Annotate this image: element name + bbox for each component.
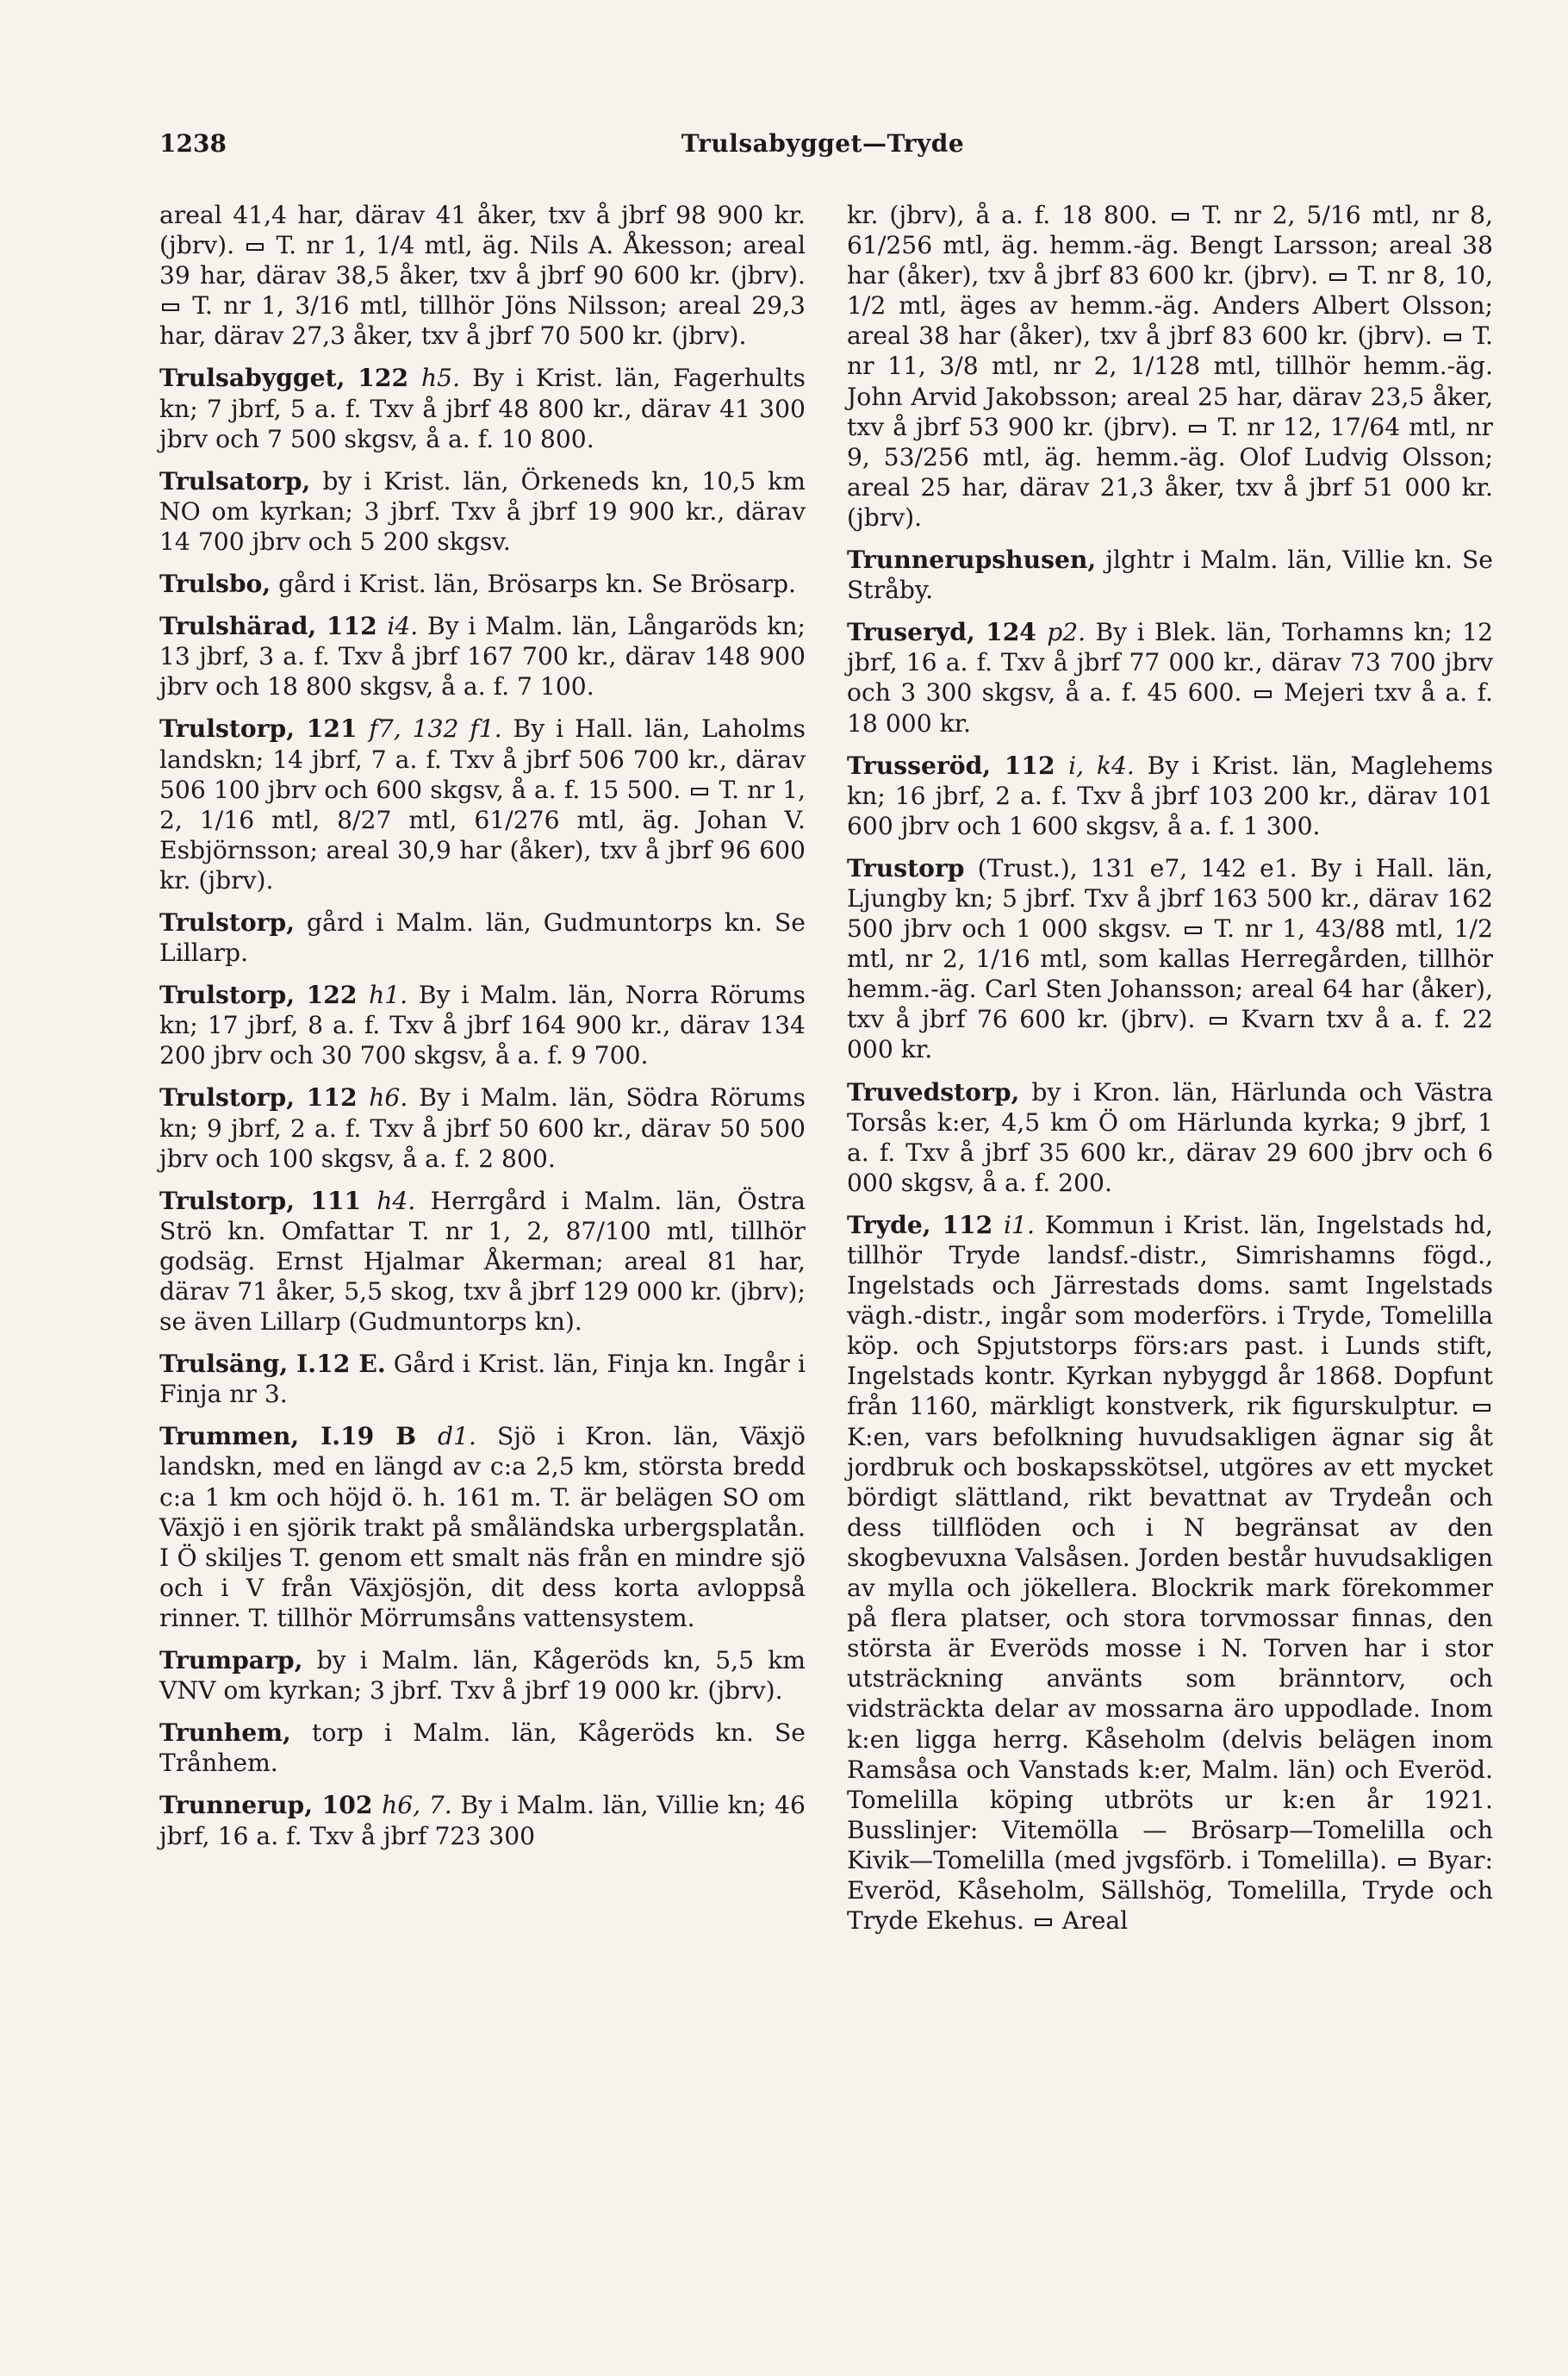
entry-headword: Trulstorp, 121	[159, 714, 370, 744]
entry-text: By i Krist. län, Maglehems kn; 16 jbrf, 2 a. f. Txv å jbrf 103 200 kr., därav 101 600 jbrv och 1 600 skgsv, å a. f. 1 300.	[847, 751, 1493, 840]
gazetteer-entry	[847, 1210, 1493, 1936]
section-marker-icon	[1189, 425, 1206, 433]
entry-headword: Trulstorp, 112	[159, 1083, 370, 1113]
entry-headword: Trunnerup, 102	[159, 1791, 383, 1820]
map-reference: i, k4.	[1068, 751, 1135, 780]
gazetteer-entry	[159, 200, 806, 351]
gazetteer-entry	[847, 545, 1493, 605]
section-marker-icon	[1185, 926, 1202, 934]
entry-text: T. nr 1, 43/88 mtl, 1/2 mtl, nr 2, 1/16 mtl, som kallas Herregården, tillhör hemm.-äg. Carl Sten Johansson; areal 64 har (åker), txv å jbrf 76 600 kr. (jbrv).	[847, 914, 1493, 1034]
gazetteer-entry	[159, 1082, 806, 1173]
running-head: Trulsabygget—Tryde	[681, 129, 965, 158]
entry-text: gård i Krist. län, Brösarps kn. Se Brösarp.	[271, 570, 796, 599]
entry-text: By i Hall. län, Laholms landskn; 14 jbrf, 7 a. f. Txv å jbrf 506 700 kr., därav 506 100 jbrv och 600 skgsv, å a. f. 15 500.	[159, 714, 806, 804]
entry-headword: Trulstorp, 111	[159, 1186, 377, 1215]
section-marker-icon	[1210, 1017, 1227, 1025]
section-marker-icon	[1172, 213, 1189, 221]
entry-text: T. nr 2, 5/16 mtl, nr 8, 61/256 mtl, äg. hemm.-äg. Bengt Larsson; areal 38 har (åker), txv å jbrf 83 600 kr. (jbrv).	[847, 201, 1493, 290]
entry-text: By i Malm. län, Norra Rörums kn; 17 jbrf, 8 a. f. Txv å jbrf 164 900 kr., därav 134 200 jbrv och 30 700 skgsv, å a. f. 9 700.	[159, 981, 806, 1070]
entry-headword: Trummen, I.19 B	[159, 1422, 438, 1451]
gazetteer-entry	[159, 569, 806, 599]
gazetteer-entry	[847, 853, 1493, 1065]
entry-text: Areal	[1061, 1906, 1129, 1936]
entry-headword: Tryde, 112	[847, 1210, 1004, 1239]
entry-text: Sjö i Kron. län, Växjö landskn, med en längd av c:a 2,5 km, största bredd c:a 1 km och höjd ö. h. 161 m. T. är belägen SO om Växjö i en sjörik trakt på småländska urbergsplatån. I Ö skiljes T. genom ett smalt näs från en mindre sjö och i V från Växjösjön, dit dess korta avloppså rinner. T. tillhör Mörrumsåns vattensystem.	[159, 1422, 806, 1632]
gazetteer-entry	[847, 1077, 1493, 1198]
entry-headword: Trustorp	[847, 853, 965, 882]
gazetteer-entry	[159, 1790, 806, 1850]
entry-headword: Trulsäng, I.12 E.	[159, 1350, 386, 1379]
gazetteer-entry	[159, 363, 806, 453]
entry-headword: Trulstorp,	[159, 907, 296, 937]
entry-text: by i Kron. län, Härlunda och Västra Torsås k:er, 4,5 km Ö om Härlunda kyrka; 9 jbrf, 1 a. f. Txv å jbrf 35 600 kr., därav 29 600 jbrv och 6 000 skgsv, å a. f. 200.	[847, 1077, 1493, 1197]
section-marker-icon	[1473, 1404, 1490, 1412]
map-reference: i1.	[1004, 1210, 1035, 1239]
entry-text: T. nr 1, 1/4 mtl, äg. Nils A. Åkesson; areal 39 har, därav 38,5 åker, txv å jbrf 90 600 kr. (jbrv).	[159, 231, 806, 290]
gazetteer-entry	[159, 466, 806, 557]
entry-text: by i Malm. län, Kågeröds kn, 5,5 km VNV om kyrkan; 3 jbrf. Txv å jbrf 19 000 kr. (jbrv).	[159, 1646, 806, 1706]
map-reference: f7, 132 f1.	[369, 714, 502, 744]
gazetteer-entry	[847, 200, 1493, 533]
entry-headword: Trulshärad, 112	[159, 612, 388, 641]
entry-text: Mejeri txv å a. f. 18 000 kr.	[847, 678, 1493, 738]
entry-headword: Trunnerupshusen,	[847, 546, 1097, 575]
left-column	[159, 200, 806, 1863]
gazetteer-entry	[159, 1718, 806, 1778]
entry-text: By i Blek. län, Torhamns kn; 12 jbrf, 16 a. f. Txv å jbrf 77 000 kr., därav 73 700 jbrv och 3 300 skgsv, å a. f. 45 600.	[847, 618, 1493, 708]
entry-text: T. nr 11, 3/8 mtl, nr 2, 1/128 mtl, tillhör hemm.-äg. John Arvid Jakobsson; areal 25 har, därav 23,5 åker, txv å jbrf 53 900 kr. (jbrv).	[847, 321, 1493, 441]
entry-text: K:en, vars befolkning huvudsakligen ägnar sig åt jordbruk och boskapsskötsel, utgöres av ett mycket bördigt slättland, rikt bevattnat av Trydeån och dess tillflöden och i N begränsat av den skogbevuxna Valsåsen. Jorden består huvudsakligen av mylla och jökellera. Blockrik mark förekommer på flera platser, och stora torvmossar finnas, den största är Everöds mosse i N. Torven har i stor utsträckning använts som bränntorv, och vidsträckta delar av mossarna äro uppodlade. Inom k:en ligga herrg. Kåseholm (delvis belägen inom Ramsåsa och Vanstads k:er, Malm. län) och Everöd. Tomelilla köping utbröts ur k:en år 1921. Busslinjer: Vitemölla — Brösarp—Tomelilla och Kivik—Tomelilla (med jvgsförb. i Tomelilla).	[847, 1422, 1493, 1874]
entry-text: T. nr 8, 10, 1/2 mtl, äges av hemm.-äg. Anders Albert Olsson; areal 38 har (åker), txv å jbrf 83 600 kr. (jbrv).	[847, 261, 1493, 351]
map-reference: h1.	[369, 981, 408, 1010]
page-header	[159, 129, 1486, 172]
entry-text: T. nr 1, 2, 1/16 mtl, 8/27 mtl, 61/276 mtl, äg. Johan V. Esbjörnsson; areal 30,9 har (åker), txv å jbrf 96 600 kr. (jbrv).	[159, 775, 806, 895]
entry-text: By i Malm. län, Villie kn; 46 jbrf, 16 a. f. Txv å jbrf 723 300	[159, 1791, 806, 1850]
section-marker-icon	[691, 788, 708, 795]
gazetteer-entry	[159, 1186, 806, 1337]
entry-text: By i Malm. län, Södra Rörums kn; 9 jbrf, 2 a. f. Txv å jbrf 50 600 kr., därav 50 500 jbrv och 100 skgsv, å a. f. 2 800.	[159, 1083, 806, 1173]
section-marker-icon	[1254, 690, 1272, 698]
map-reference: h6, 7.	[382, 1791, 452, 1820]
section-marker-icon	[1444, 334, 1461, 341]
entry-text: T. nr 1, 3/16 mtl, tillhör Jöns Nilsson; areal 29,3 har, därav 27,3 åker, txv å jbrf 70 500 kr. (jbrv).	[159, 291, 806, 351]
map-reference: i4.	[387, 612, 419, 641]
entry-headword: Trusseröd, 112	[847, 751, 1069, 780]
section-marker-icon	[1035, 1918, 1052, 1926]
section-marker-icon	[1398, 1858, 1416, 1866]
gazetteer-entry	[159, 1421, 806, 1633]
map-reference: d1.	[437, 1422, 476, 1451]
gazetteer-entry	[159, 1645, 806, 1706]
entry-text: jlghtr i Malm. län, Villie kn. Se Stråby.	[847, 546, 1493, 605]
entry-headword: Truseryd, 124	[847, 618, 1048, 647]
right-column	[847, 200, 1493, 1948]
section-marker-icon	[246, 243, 264, 251]
entry-headword: Truvedstorp,	[847, 1077, 1020, 1107]
entry-text: Byar: Everöd, Kåseholm, Sällshög, Tomelilla, Tryde och Tryde Ekehus.	[847, 1845, 1493, 1936]
entry-text: By i Malm. län, Långaröds kn; 13 jbrf, 3 a. f. Txv å jbrf 167 700 kr., därav 148 900 jbrv och 18 800 skgsv, å a. f. 7 100.	[159, 612, 806, 702]
section-marker-icon	[1329, 273, 1347, 281]
map-reference: h4.	[376, 1186, 416, 1215]
map-reference: h5.	[421, 364, 461, 393]
gazetteer-entry	[159, 1349, 806, 1409]
page-number: 1238	[159, 129, 227, 158]
entry-text: areal 41,4 har, därav 41 åker, txv å jbrf 98 900 kr. (jbrv).	[159, 201, 806, 260]
entry-text: by i Krist. län, Örkeneds kn, 10,5 km NO om kyrkan; 3 jbrf. Txv å jbrf 19 900 kr., därav 14 700 jbrv och 5 200 skgsv.	[159, 466, 806, 556]
gazetteer-entry	[159, 907, 806, 968]
entry-text: T. nr 12, 17/64 mtl, nr 9, 53/256 mtl, äg. hemm.-äg. Olof Ludvig Olsson; areal 25 har, därav 21,3 åker, txv å jbrf 51 000 kr. (jbrv).	[847, 412, 1493, 532]
entry-text: Herrgård i Malm. län, Östra Strö kn. Omfattar T. nr 1, 2, 87/100 mtl, tillhör godsäg. Ernst Hjalmar Åkerman; areal 81 har, därav 71 åker, 5,5 skog, txv å jbrf 129 000 kr. (jbrv); se även Lillarp (Gudmuntorps kn).	[159, 1186, 806, 1337]
entry-headword: Trunhem,	[159, 1718, 291, 1748]
gazetteer-entry	[847, 751, 1493, 841]
section-marker-icon	[162, 303, 179, 311]
entry-text: Gård i Krist. län, Finja kn. Ingår i Finja nr 3.	[159, 1350, 806, 1409]
entry-text: Kommun i Krist. län, Ingelstads hd, tillhör Tryde landsf.-distr., Simrishamns fögd., Ingelstads och Järrestads doms. samt Ingelstads vägh.-distr., ingår som moderförs. i Tryde, Tomelilla köp. och Spjutstorps förs:ars past. i Lunds stift, Ingelstads kontr. Kyrkan nybyggd år 1868. Dopfunt från 1160, märkligt konstverk, rik figurskulptur.	[847, 1210, 1494, 1421]
map-reference: h6.	[369, 1083, 408, 1113]
entry-headword: Trumparp,	[159, 1646, 303, 1675]
entry-text: gård i Malm. län, Gudmuntorps kn. Se Lillarp.	[159, 907, 806, 968]
gazetteer-entry	[159, 714, 806, 895]
entry-headword: Trulsabygget, 122	[159, 364, 422, 393]
entry-headword: Trulstorp, 122	[159, 981, 370, 1010]
entry-text: torp i Malm. län, Kågeröds kn. Se Trånhem.	[159, 1718, 806, 1778]
entry-text: kr. (jbrv), å a. f. 18 800.	[847, 201, 1158, 229]
entry-headword: Trulsbo,	[159, 570, 271, 599]
gazetteer-entry	[159, 980, 806, 1070]
entry-text: (Trust.), 131 e7, 142 e1. By i Hall. län, Ljungby kn; 5 jbrf. Txv å jbrf 163 500 kr., därav 162 500 jbrv och 1 000 skgsv.	[847, 853, 1493, 944]
map-reference: p2.	[1047, 618, 1086, 647]
entry-text: By i Krist. län, Fagerhults kn; 7 jbrf, 5 a. f. Txv å jbrf 48 800 kr., därav 41 300 jbrv och 7 500 skgsv, å a. f. 10 800.	[159, 364, 806, 453]
gazetteer-entry	[847, 617, 1493, 738]
gazetteer-entry	[159, 611, 806, 702]
entry-text: Kvarn txv å a. f. 22 000 kr.	[847, 1005, 1493, 1064]
entry-headword: Trulsatorp,	[159, 466, 311, 496]
